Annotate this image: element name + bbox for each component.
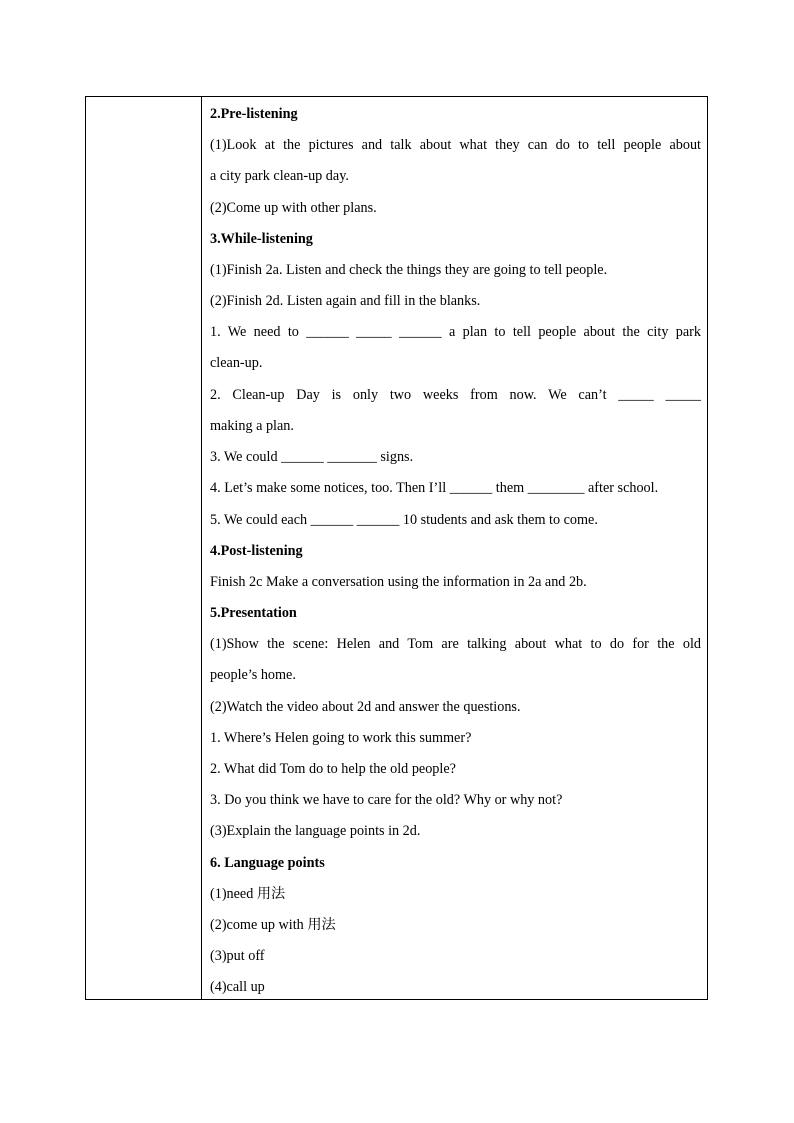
text-line: (1)Show the scene: Helen and Tom are talking about what to do for the old bbox=[210, 636, 701, 652]
text-line: a city park clean-up day. bbox=[210, 168, 349, 184]
section-heading: 2.Pre-listening bbox=[210, 106, 298, 122]
text-line: 1. We need to ______ _____ ______ a plan to tell people about the city park bbox=[210, 324, 701, 340]
text-line: 1. Where’s Helen going to work this summer? bbox=[210, 730, 472, 746]
text-line: 3. Do you think we have to care for the old? Why or why not? bbox=[210, 792, 563, 808]
section-heading: 6. Language points bbox=[210, 855, 325, 871]
text-line: making a plan. bbox=[210, 418, 294, 434]
text-line: (1)Look at the pictures and talk about what they can do to tell people about bbox=[210, 137, 701, 153]
section-heading: 4.Post-listening bbox=[210, 543, 303, 559]
text-line: (2)Come up with other plans. bbox=[210, 200, 377, 216]
text-line: clean-up. bbox=[210, 355, 263, 371]
section-heading: 3.While-listening bbox=[210, 231, 313, 247]
text-line: (2)come up with 用法 bbox=[210, 917, 336, 933]
text-line: 2. What did Tom do to help the old people? bbox=[210, 761, 456, 777]
text-line: people’s home. bbox=[210, 667, 296, 683]
text-line: 5. We could each ______ ______ 10 students and ask them to come. bbox=[210, 512, 598, 528]
text-line: (3)put off bbox=[210, 948, 265, 964]
text-line: (4)call up bbox=[210, 979, 265, 995]
lesson-table bbox=[85, 96, 708, 1000]
text-line: (2)Finish 2d. Listen again and fill in the blanks. bbox=[210, 293, 481, 309]
text-line: (1)need 用法 bbox=[210, 886, 286, 902]
text-line: 2. Clean-up Day is only two weeks from now. We can’t _____ _____ bbox=[210, 387, 701, 403]
text-line: (2)Watch the video about 2d and answer the questions. bbox=[210, 699, 521, 715]
text-line: Finish 2c Make a conversation using the information in 2a and 2b. bbox=[210, 574, 587, 590]
section-heading: 5.Presentation bbox=[210, 605, 297, 621]
text-line: (1)Finish 2a. Listen and check the things they are going to tell people. bbox=[210, 262, 608, 278]
text-line: 4. Let’s make some notices, too. Then I’ll ______ them ________ after school. bbox=[210, 480, 659, 496]
text-line: (3)Explain the language points in 2d. bbox=[210, 823, 421, 839]
text-line: 3. We could ______ _______ signs. bbox=[210, 449, 414, 465]
table-left-cell bbox=[86, 97, 202, 999]
